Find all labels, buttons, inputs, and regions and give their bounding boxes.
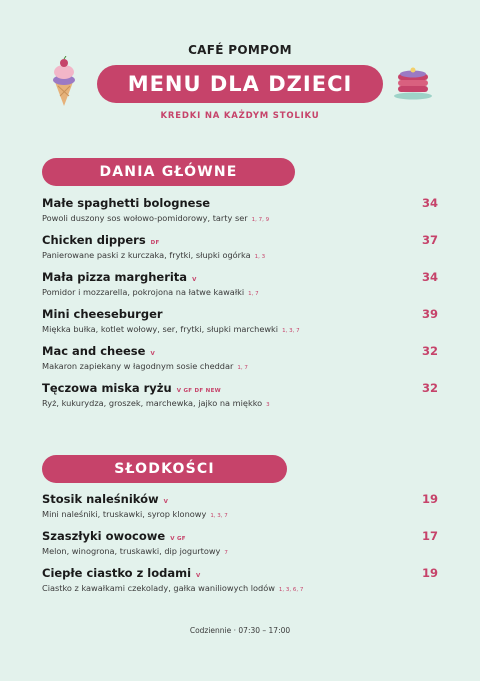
item-allergens: 1, 3, 7 [210,513,228,519]
item-price: 39 [421,307,438,321]
item-price: 32 [421,381,438,395]
item-price: 34 [421,196,438,210]
item-tags: V GF DF NEW [176,388,222,394]
item-description: Panierowane paski z kurczaka, frytki, słupki ogórka [42,250,251,260]
item-name: Ciepłe ciastko z lodami [42,566,192,580]
tagline: KREDKI NA KAŻDYM STOLIKU [160,111,320,121]
item-tags: V [150,351,156,357]
section-title: DANIA GŁÓWNE [99,164,238,180]
opening-hours: Codziennie · 07:30 – 17:00 [189,626,291,635]
item-price: 19 [421,566,438,580]
item-price: 17 [421,529,438,543]
item-allergens: 1, 7, 9 [251,217,270,223]
pancake-stack-icon [393,66,433,104]
item-name: Mini cheeseburger [42,307,163,321]
item-price: 37 [421,233,438,247]
ice-cream-cone-icon [49,56,79,112]
item-description: Miękka bułka, kotlet wołowy, ser, frytki, słupki marchewki [42,324,279,334]
item-allergens: 1, 3, 6, 7 [278,587,304,593]
cafe-name: CAFÉ POMPOM [188,43,292,57]
item-description: Powoli duszony sos wołowo-pomidorowy, tarty ser [42,213,248,223]
item-name: Tęczowa miska ryżu [42,381,172,395]
menu-item [42,381,438,408]
item-description: Ciastko z kawałkami czekolady, gałka waniliowych lodów [42,583,275,593]
item-tags: V [163,499,169,505]
item-description: Mini naleśniki, truskawki, syrop klonowy [42,509,207,519]
item-name: Chicken dippers [42,233,146,247]
menu-item [42,566,438,593]
item-tags: V GF [170,536,186,542]
menu-title: MENU DLA DZIECI [127,72,353,96]
item-name: Stosik naleśników [42,492,159,506]
menu-item [42,307,438,334]
item-allergens: 3 [266,402,270,408]
menu-item [42,196,438,223]
menu-item [42,233,438,260]
menu-item [42,270,438,297]
section-header-main-dishes [42,158,295,186]
menu-item [42,529,438,556]
item-tags: V [196,573,201,579]
item-name: Mała pizza margherita [42,270,188,284]
item-description: Ryż, kukurydza, groszek, marchewka, jajko na miękko [42,398,263,408]
item-description: Makaron zapiekany w łagodnym sosie cheddar [42,361,234,371]
item-price: 32 [421,344,438,358]
item-allergens: 1, 7 [248,291,259,297]
item-allergens: 1, 3 [254,254,266,260]
item-name: Mac and cheese [42,344,146,358]
menu-item [42,492,438,519]
item-price: 19 [421,492,438,506]
item-description: Melon, winogrona, truskawki, dip jogurtowy [42,546,221,556]
item-name: Małe spaghetti bolognese [42,196,211,210]
menu-item [42,344,438,371]
item-allergens: 1, 3, 7 [282,328,300,334]
item-tags: V [192,277,197,283]
item-name: Szaszłyki owocowe [42,529,166,543]
item-description: Pomidor i mozzarella, pokrojona na łatwe kawałki [42,287,245,297]
section-header-desserts [42,455,287,483]
menu-title-banner [97,65,383,103]
item-price: 34 [421,270,438,284]
item-allergens: 1, 7 [237,365,248,371]
section-title: SŁODKOŚCI [114,461,215,477]
item-tags: DF [150,240,160,246]
item-allergens: 7 [224,550,228,556]
